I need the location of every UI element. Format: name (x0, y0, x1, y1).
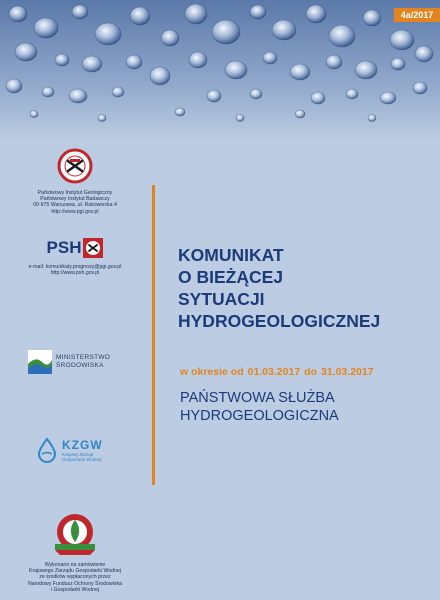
ministry-name-line1: MINISTERSTWO (56, 354, 111, 361)
nfosigw-logo-icon (52, 512, 98, 558)
psh-website: http://www.psh.gov.pl (50, 270, 100, 277)
title-line-3: SYTUACJI (178, 289, 265, 309)
report-title (178, 244, 428, 332)
nfosigw-block (0, 512, 150, 593)
psh-emblem-icon (83, 238, 103, 258)
water-drops-banner (0, 0, 440, 140)
pgi-website: http://www.pgi.gov.pl (51, 208, 99, 215)
pgi-logo-icon (57, 148, 93, 184)
water-drop-icon (36, 437, 58, 463)
period-to-date: 31.03.2017 (321, 366, 374, 378)
footer-note (0, 562, 150, 593)
title-line-1: KOMUNIKAT (178, 245, 284, 265)
footer-line-3: ze środków wypłaconych przez (39, 574, 111, 581)
service-line-2: HYDROGEOLOGICZNA (180, 408, 339, 424)
psh-email: e-mail: komunikaty.prognozy@pgi.gov.pl (28, 264, 122, 270)
kzgw-subtitle-line2: Gospodarki Wodnej (62, 457, 102, 462)
water-drops-image (0, 0, 440, 140)
period-connector: do (304, 366, 317, 378)
kzgw-text (62, 438, 103, 463)
pgi-block (0, 148, 150, 215)
ministry-logo (28, 350, 110, 374)
pgi-name-line: Państwowy Instytut Geologiczny (37, 190, 113, 196)
pgi-street-line: 00-975 Warszawa, ul. Rakowiecka 4 (33, 202, 117, 209)
service-line-1: PAŃSTWOWA SŁUŻBA (180, 390, 335, 406)
psh-contact (0, 264, 150, 276)
kzgw-logo (36, 437, 103, 463)
ministry-name (56, 354, 110, 370)
vertical-divider (152, 185, 155, 485)
ministry-emblem-icon (28, 350, 52, 374)
footer-line-1: Wykonano na zamówienie (44, 562, 106, 568)
issue-number-badge: 4a/2017 (394, 8, 440, 22)
pgi-address (0, 190, 150, 215)
kzgw-logo-text: KZGW (62, 437, 103, 452)
kzgw-subtitle (62, 452, 103, 463)
report-period (180, 366, 374, 378)
pgi-subname-line: Państwowy Instytut Badawczy (40, 196, 110, 203)
service-name (180, 389, 339, 425)
footer-line-4: Narodowy Fundusz Ochrony Środowiska (28, 580, 122, 587)
ministry-name-line2: ŚRODOWISKA (56, 362, 104, 369)
footer-line-2: Krajowego Zarządu Gospodarki Wodnej (29, 568, 121, 575)
kzgw-subtitle-line1: Krajowy Zarząd (62, 451, 94, 457)
title-line-2: O BIEŻĄCEJ (178, 267, 284, 287)
period-prefix: w okresie od (180, 366, 244, 378)
psh-block (0, 238, 150, 276)
period-from-date: 01.03.2017 (247, 366, 301, 378)
psh-logo (0, 238, 150, 258)
footer-line-5: i Gospodarki Wodnej (50, 586, 100, 593)
title-line-4: HYDROGEOLOGICZNEJ (178, 311, 381, 331)
psh-logo-text: PSH (46, 238, 82, 257)
